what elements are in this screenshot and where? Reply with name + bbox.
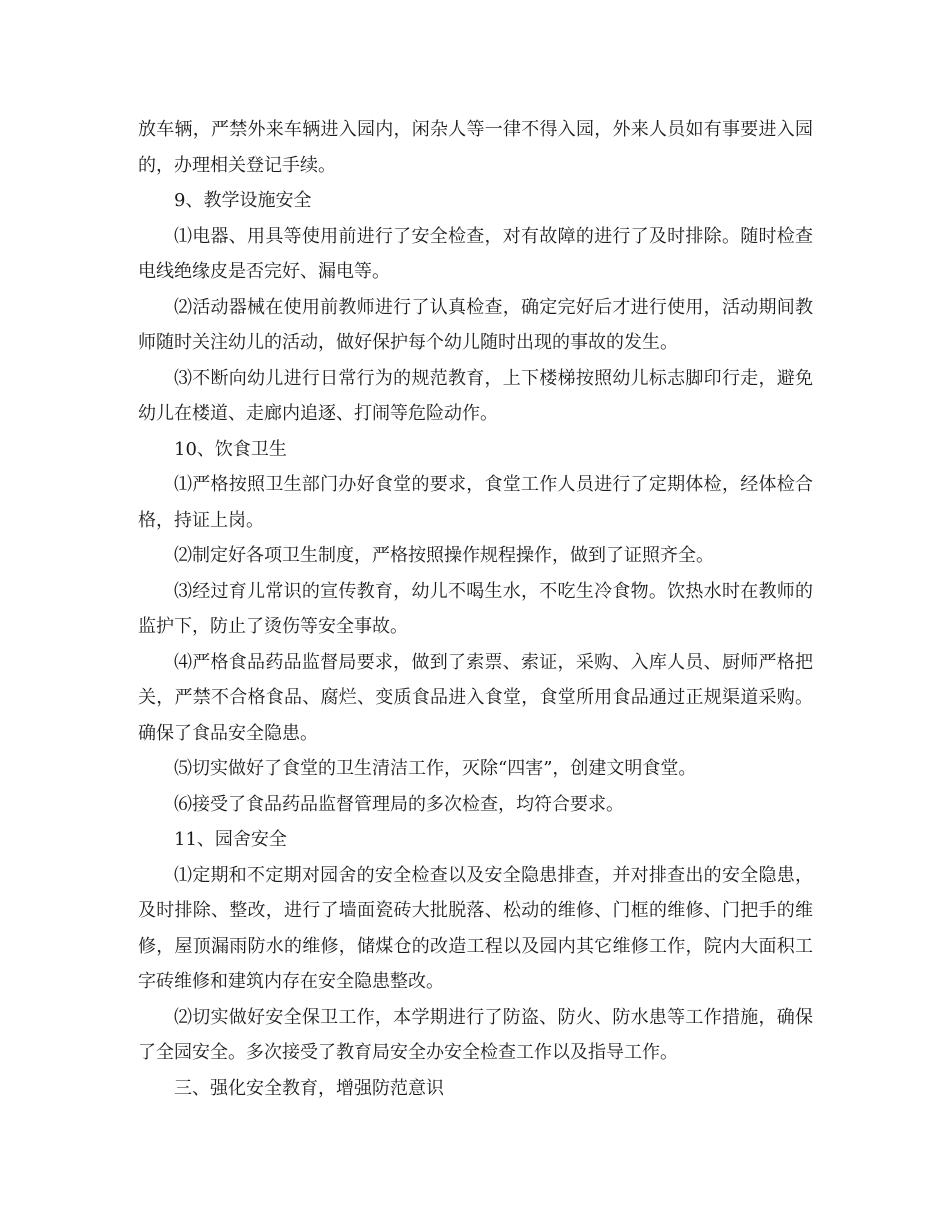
- paragraph-item-6: ⑹接受了食品药品监督管理局的多次检查，均符合要求。: [174, 793, 624, 815]
- paragraph-continuation: 放车辆，严禁外来车辆进入园内，闲杂人等一律不得入园，外来人员如有事要进入园的，办理相关登记手续。: [138, 119, 813, 176]
- paragraph-item-5: ⑸切实做好了食堂的卫生清洁工作，灭除“四害”，创建文明食堂。: [174, 758, 697, 779]
- paragraph-item-1: ⑴严格按照卫生部门办好食堂的要求，食堂工作人员进行了定期体检，经体检合格，持证上岗。: [138, 474, 813, 531]
- section-heading-campus-safety: 11、园舍安全: [174, 829, 287, 850]
- paragraph-item-3: ⑶经过育儿常识的宣传教育，幼儿不喝生水，不吃生冷食物。饮热水时在教师的监护下，防止了烫伤等安全事故。: [138, 580, 813, 637]
- paragraph-item-2: ⑵制定好各项卫生制度，严格按照操作规程操作，做到了证照齐全。: [174, 545, 714, 566]
- paragraph-item-2: ⑵切实做好安全保卫工作，本学期进行了防盗、防火、防水患等工作措施，确保了全园安全。多次接受了教育局安全办安全检查工作以及指导工作。: [138, 1006, 813, 1063]
- document-body: [138, 112, 813, 1106]
- section-heading-safety-education: 三、强化安全教育，增强防范意识: [174, 1077, 444, 1099]
- section-heading-teaching-facilities: 9、教学设施安全: [174, 190, 312, 211]
- section-heading-food-hygiene: 10、饮食卫生: [174, 438, 287, 460]
- paragraph-item-1: ⑴定期和不定期对园舍的安全检查以及安全隐患排查，并对排查出的安全隐患，及时排除、整改，进行了墙面瓷砖大批脱落、松动的维修、门框的维修、门把手的维修，屋顶漏雨防水的维修，储煤仓的改造工程以及园内其它维修工作，院内大面积工字砖维修和建筑内存在安全隐患整改。: [138, 864, 813, 992]
- paragraph-item-4: ⑷严格食品药品监督局要求，做到了索票、索证，采购、入库人员、厨师严格把关，严禁不合格食品、腐烂、变质食品进入食堂，食堂所用食品通过正规渠道采购。确保了食品安全隐患。: [138, 651, 813, 744]
- paragraph-item-1: ⑴电器、用具等使用前进行了安全检查，对有故障的进行了及时排除。随时检查电线绝缘皮是否完好、漏电等。: [138, 225, 813, 282]
- paragraph-item-3: ⑶不断向幼儿进行日常行为的规范教育，上下楼梯按照幼儿标志脚印行走，避免幼儿在楼道、走廊内追逐、打闹等危险动作。: [138, 367, 813, 424]
- paragraph-item-2: ⑵活动器械在使用前教师进行了认真检查，确定完好后才进行使用，活动期间教师随时关注幼儿的活动，做好保护每个幼儿随时出现的事故的发生。: [138, 296, 813, 353]
